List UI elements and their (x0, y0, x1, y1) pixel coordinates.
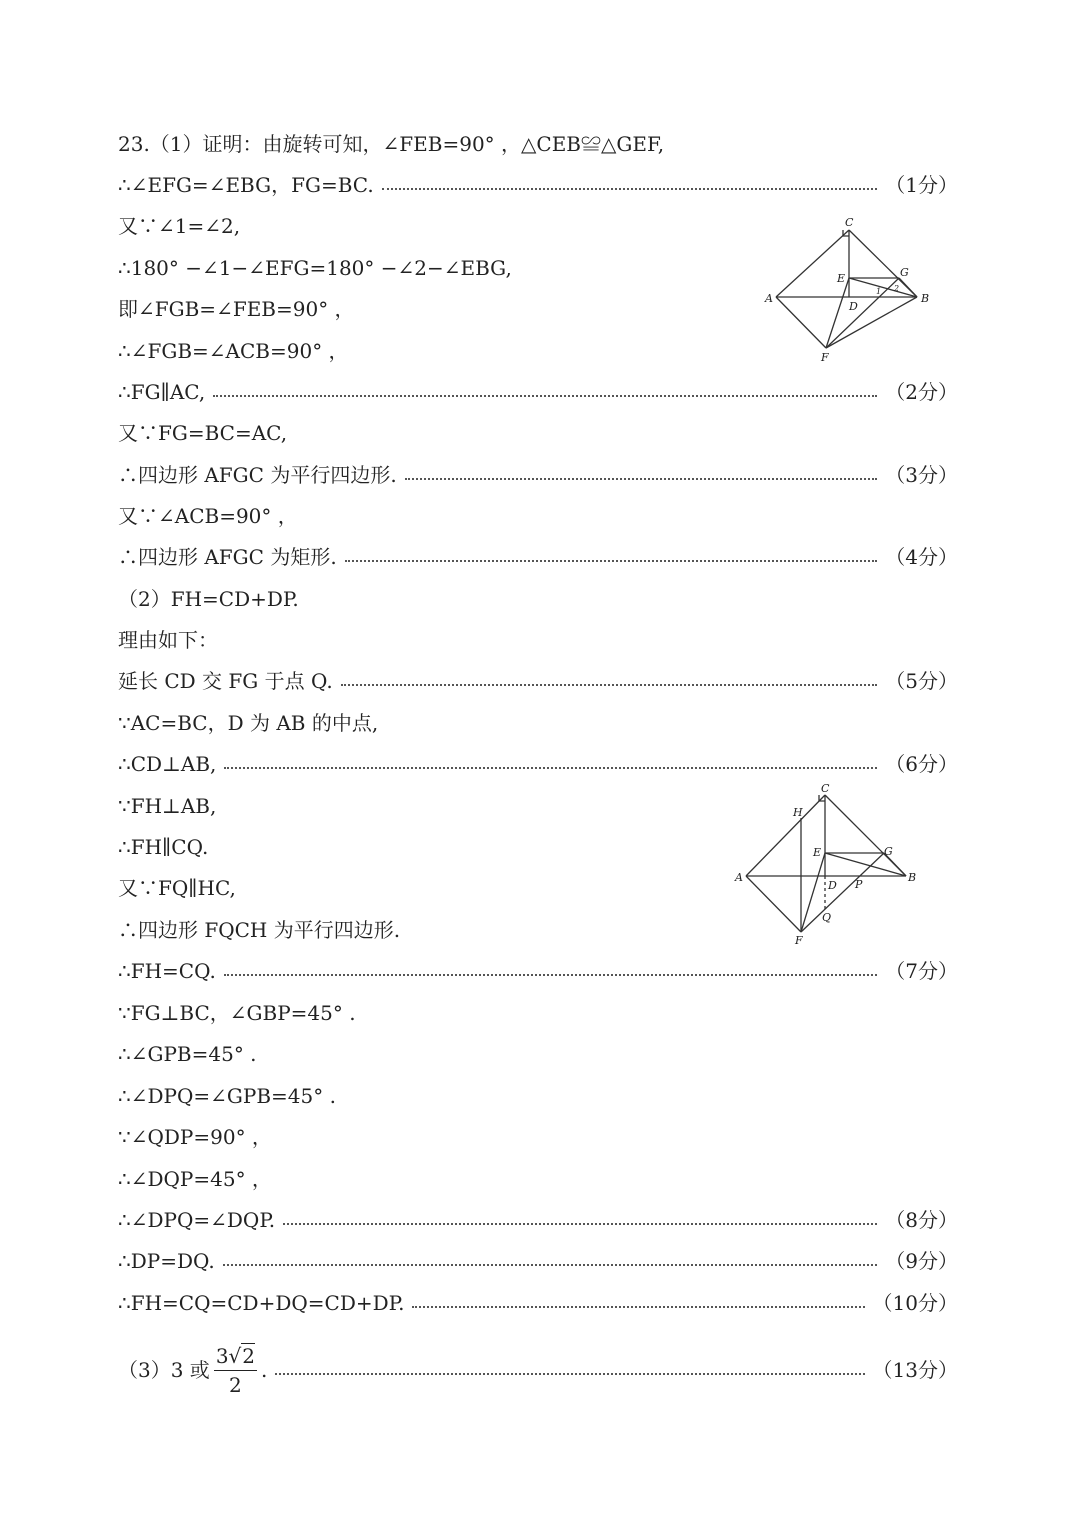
dot-leader (275, 1373, 864, 1375)
line-27 (118, 1246, 958, 1276)
label-angle-1: 1 (876, 287, 882, 296)
label-g: G (884, 845, 893, 858)
geometry-figure-1 (760, 212, 940, 367)
score-label: （1分） (885, 173, 958, 197)
line-text: ∴∠GPB=45° . (118, 1042, 257, 1066)
line-21 (118, 998, 356, 1028)
line-text: 23.（1）证明：由旋转可知，∠FEB=90° ，△CEB≌△GEF, (118, 132, 665, 156)
line-11 (118, 584, 299, 614)
line-text: ∴180° −∠1−∠EFG=180° −∠2−∠EBG, (118, 256, 512, 280)
line-7 (118, 418, 287, 448)
answer-fraction (214, 1342, 257, 1399)
line-text: 理由如下： (118, 628, 218, 652)
label-h: H (793, 806, 803, 819)
dot-leader (224, 974, 877, 976)
geometry-figure-2 (730, 778, 920, 948)
score-label: （8分） (885, 1208, 958, 1232)
label-b: B (908, 871, 917, 884)
fraction-numerator: 3√2 (214, 1342, 257, 1371)
score-label: （5分） (885, 669, 958, 693)
line-8 (118, 460, 958, 490)
line-4 (118, 294, 355, 324)
label-angle-2: 2 (894, 284, 900, 293)
line-text: ∴∠DPQ=∠DQP. (118, 1208, 276, 1232)
line-24 (118, 1122, 272, 1152)
part3-suffix: . (261, 1358, 268, 1382)
line-6 (118, 377, 958, 407)
score-label: （2分） (885, 380, 958, 404)
line-16 (118, 791, 216, 821)
line-text: ∴FH∥CQ. (118, 835, 209, 859)
line-text: ∴∠FGB=∠ACB=90° ， (118, 339, 349, 363)
dot-leader (223, 1264, 877, 1266)
score-label: （10分） (872, 1291, 958, 1315)
fraction-denominator: 2 (229, 1372, 242, 1397)
line-text: 延长 CD 交 FG 于点 Q. (118, 669, 333, 693)
line-text: 又∵FQ∥HC, (118, 876, 236, 900)
line-text: 又∵FG=BC=AC, (118, 421, 288, 445)
line-25 (118, 1164, 272, 1194)
line-text: ∵∠QDP=90° ， (118, 1125, 272, 1149)
line-28 (118, 1288, 958, 1318)
label-b: B (921, 292, 930, 305)
part3-prefix: （3）3 或 (118, 1358, 210, 1382)
label-d: D (828, 879, 837, 892)
dot-leader (213, 395, 877, 397)
segment-ca (776, 230, 849, 297)
dot-leader (412, 1306, 864, 1308)
label-g: G (900, 266, 909, 279)
line-17 (118, 832, 208, 862)
label-f: F (821, 351, 829, 364)
label-a: A (735, 871, 743, 884)
line-14 (118, 708, 378, 738)
line-23 (118, 1081, 336, 1111)
score-label: （13分） (872, 1358, 958, 1382)
segment-af (746, 876, 801, 932)
line-text: ∴∠DPQ=∠GPB=45° . (118, 1084, 336, 1108)
line-3 (118, 253, 512, 283)
dot-leader (283, 1223, 877, 1225)
segment-ca (746, 795, 825, 876)
line-text: 又∵∠1=∠2, (118, 214, 241, 238)
score-label: （4分） (885, 545, 958, 569)
line-9 (118, 501, 298, 531)
score-label: （9分） (885, 1249, 958, 1273)
line-text: ∵FG⊥BC，∠GBP=45° . (118, 1001, 356, 1025)
line-18 (118, 873, 236, 903)
sqrt-sign: √ (228, 1343, 242, 1368)
line-26 (118, 1205, 958, 1235)
line-text: （2）FH=CD+DP. (118, 587, 299, 611)
label-e: E (837, 272, 846, 285)
line-5 (118, 336, 349, 366)
label-d: D (849, 300, 858, 313)
label-e: E (813, 846, 822, 859)
label-c: C (845, 216, 854, 229)
line-text: ∴FH=CQ=CD+DQ=CD+DP. (118, 1291, 405, 1315)
line-10 (118, 542, 958, 572)
line-text: ∴∠DQP=45° ， (118, 1167, 272, 1191)
label-p: P (855, 878, 863, 891)
line-22 (118, 1039, 257, 1069)
part3-line (118, 1338, 958, 1402)
line-20 (118, 956, 958, 986)
radicand: 2 (242, 1343, 256, 1368)
dot-leader (382, 188, 878, 190)
line-text: ∴FG∥AC, (118, 380, 206, 404)
line-1 (118, 170, 958, 200)
segment-af (776, 297, 826, 348)
line-19 (118, 915, 400, 945)
label-q: Q (822, 911, 832, 924)
line-text: ∴CD⊥AB, (118, 752, 217, 776)
score-label: （6分） (885, 752, 958, 776)
dot-leader (405, 478, 878, 480)
line-text: ∵FH⊥AB, (118, 794, 217, 818)
line-0 (118, 129, 664, 159)
dot-leader (341, 684, 878, 686)
score-label: （7分） (885, 959, 958, 983)
line-text: ∴四边形 AFGC 为矩形. (118, 545, 337, 569)
line-2 (118, 211, 240, 241)
label-f: F (795, 934, 803, 947)
line-text: ∵AC=BC，D 为 AB 的中点, (118, 711, 379, 735)
line-text: ∴四边形 FQCH 为平行四边形. (118, 918, 401, 942)
score-label: （3分） (885, 463, 958, 487)
dot-leader (224, 767, 877, 769)
line-text: ∴DP=DQ. (118, 1249, 215, 1273)
label-a: A (765, 292, 773, 305)
line-15 (118, 749, 958, 779)
line-text: ∴∠EFG=∠EBG，FG=BC. (118, 173, 374, 197)
line-text: 即∠FGB=∠FEB=90° ， (118, 297, 355, 321)
label-c: C (821, 782, 830, 795)
line-text: 又∵∠ACB=90° ， (118, 504, 298, 528)
dot-leader (345, 560, 878, 562)
line-text: ∴四边形 AFGC 为平行四边形. (118, 463, 397, 487)
line-13 (118, 666, 958, 696)
line-text: ∴FH=CQ. (118, 959, 216, 983)
line-12 (118, 625, 218, 655)
